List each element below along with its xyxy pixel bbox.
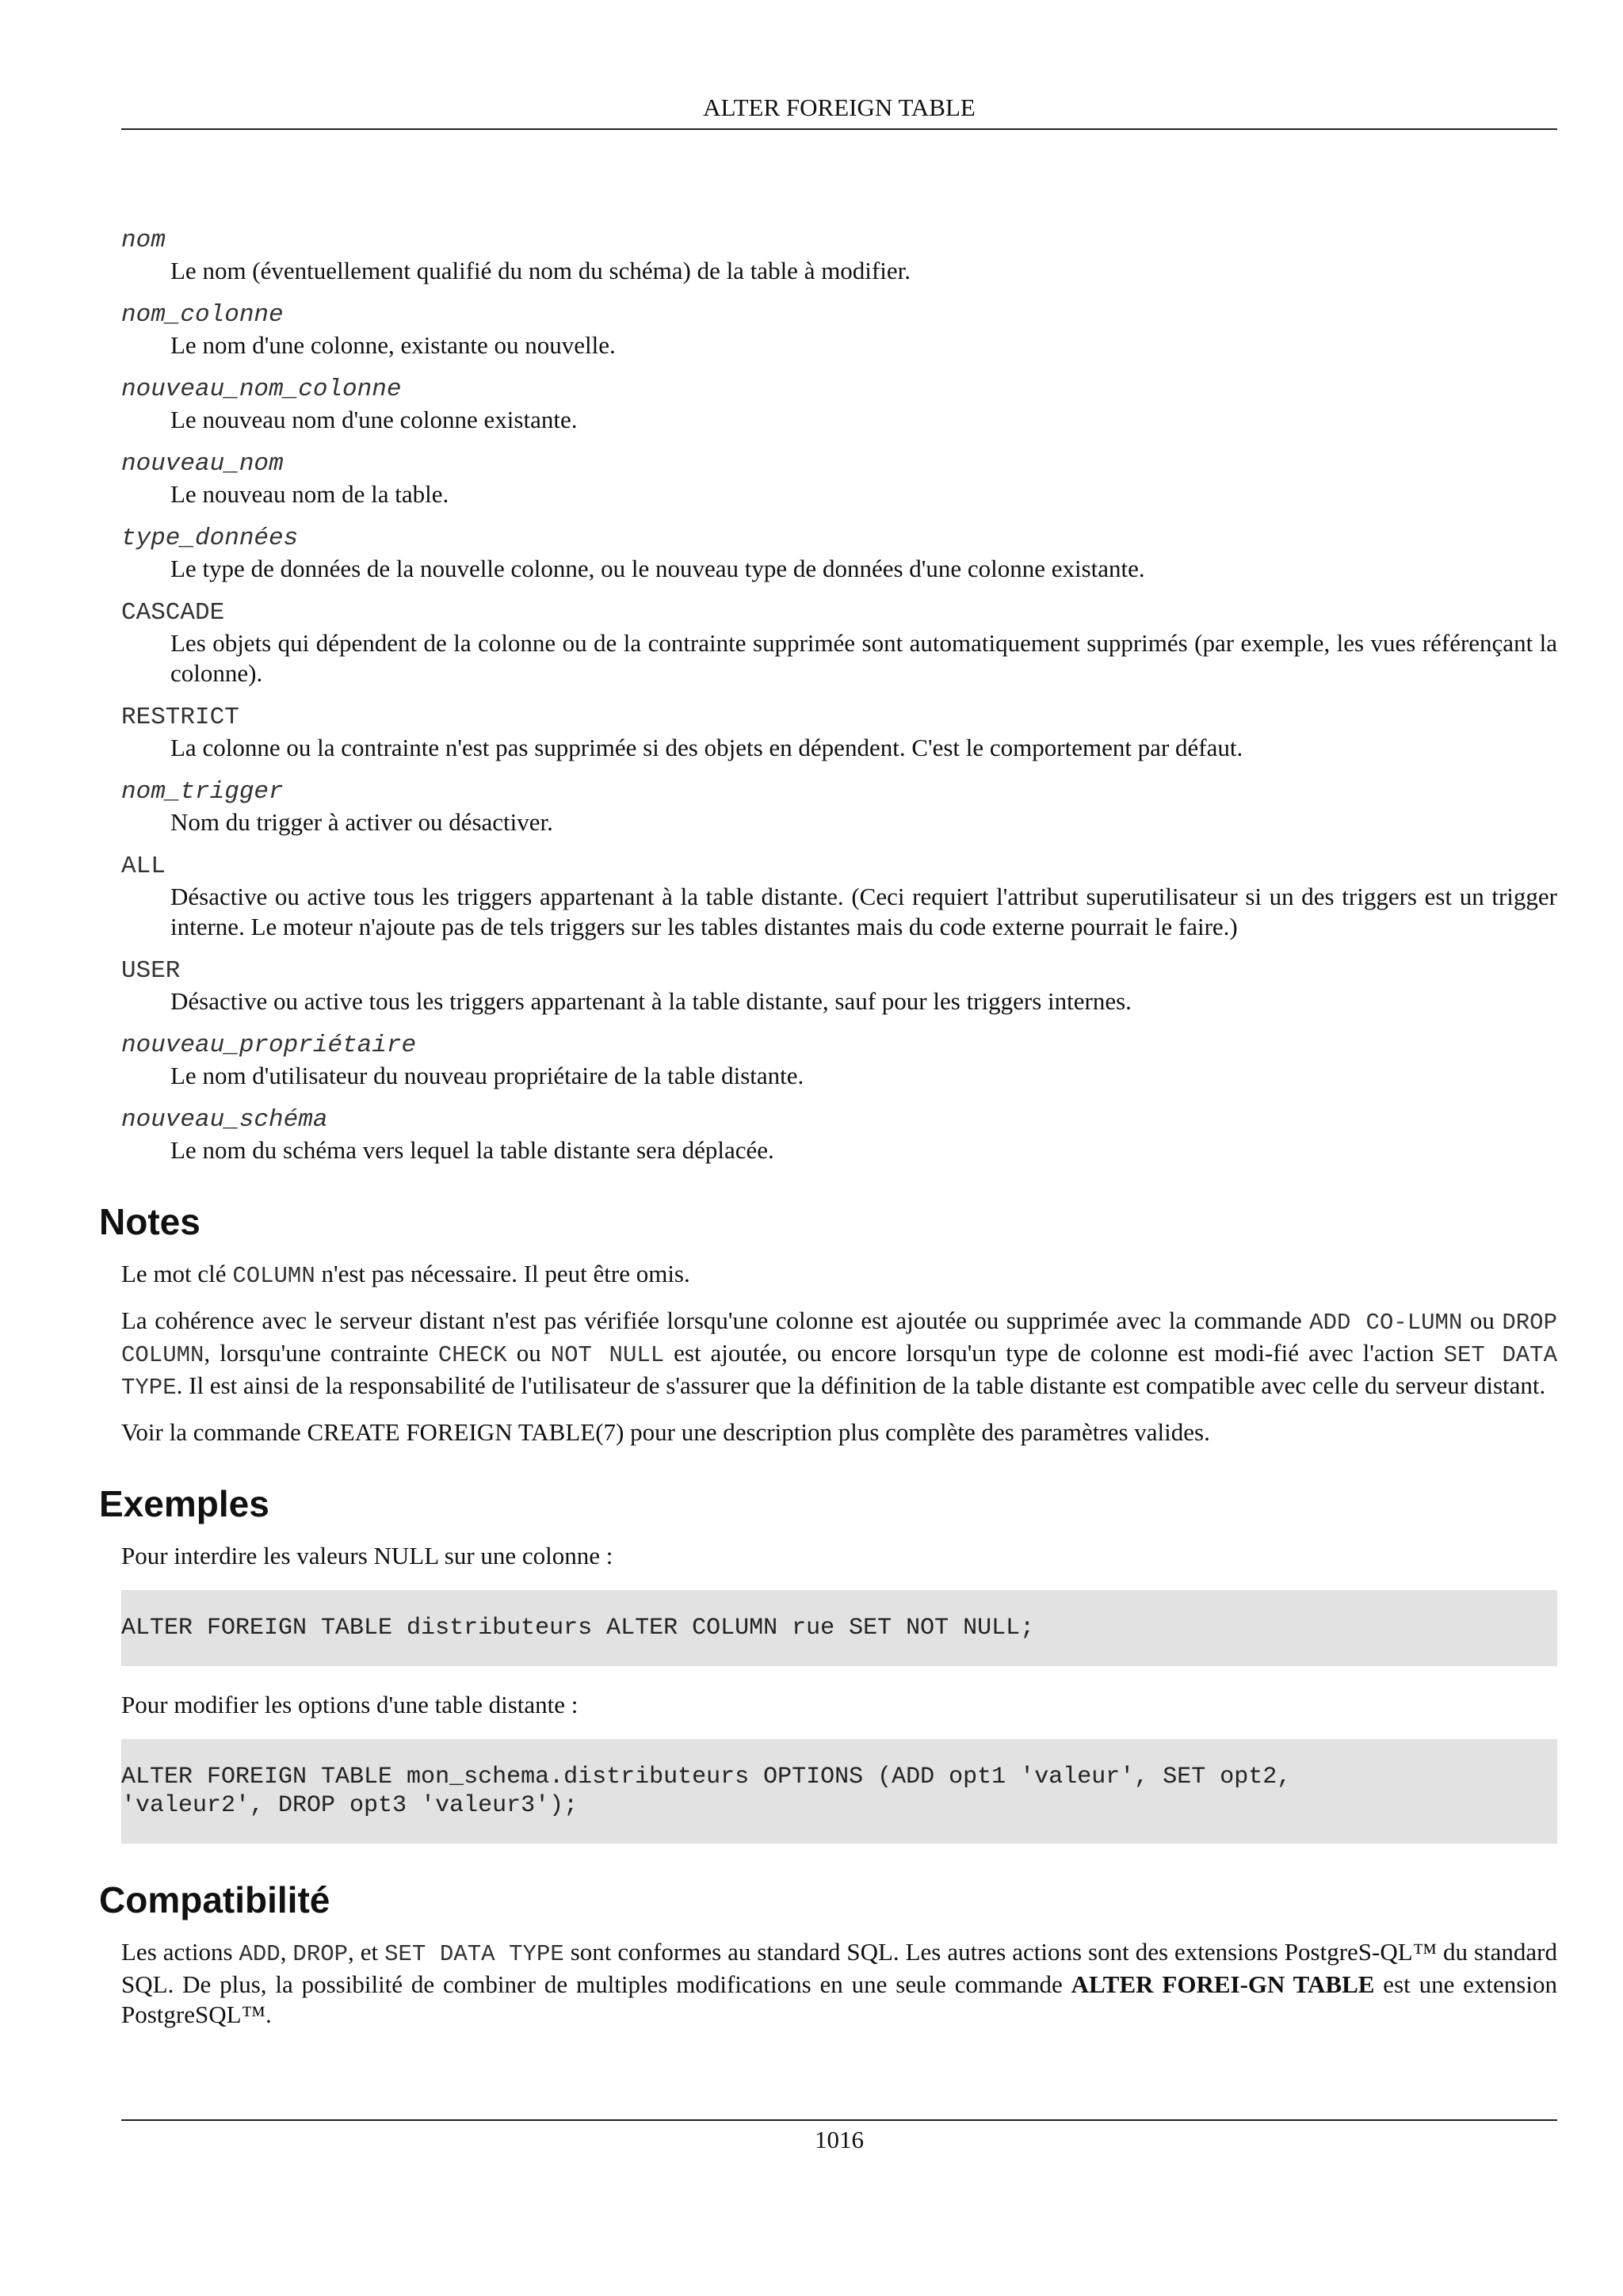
- parameter-entry: [121, 524, 1557, 584]
- inline-code: ADD: [239, 1941, 281, 1967]
- parameter-entry: [121, 300, 1557, 360]
- parameter-term: nouveau_nom: [121, 450, 284, 478]
- parameter-term: nouveau_propriétaire: [121, 1032, 417, 1059]
- parameter-term: CASCADE: [121, 599, 225, 627]
- parameter-entry: [121, 226, 1557, 286]
- parameter-term: nouveau_nom_colonne: [121, 376, 402, 403]
- parameter-entry: [121, 777, 1557, 837]
- bold-command: ALTER FOREI-GN TABLE: [1071, 1970, 1375, 1998]
- parameter-entry: [121, 852, 1557, 942]
- inline-code: SET DATA TYPE: [384, 1941, 564, 1967]
- inline-code: DROP: [292, 1941, 349, 1967]
- inline-code: NOT NULL: [550, 1342, 665, 1368]
- parameter-term: USER: [121, 957, 181, 985]
- parameter-description: Le nom d'une colonne, existante ou nouvelle.: [170, 331, 616, 359]
- parameter-description: Nom du trigger à activer ou désactiver.: [170, 808, 553, 836]
- parameter-term: nom_trigger: [121, 778, 284, 806]
- parameter-entry: [121, 598, 1557, 688]
- footer-rule: [121, 2119, 1557, 2121]
- parameter-description: Le nom d'utilisateur du nouveau propriétaire de la table distante.: [170, 1062, 804, 1089]
- parameter-description: Désactive ou active tous les triggers appartenant à la table distante, sauf pour les triggers internes.: [170, 987, 1132, 1015]
- parameter-term: RESTRICT: [121, 704, 239, 731]
- compatibility-heading: Compatibilité: [99, 1879, 330, 1920]
- example-intro: Pour modifier les options d'une table distante :: [121, 1691, 579, 1718]
- parameter-term: nom_colonne: [121, 301, 284, 329]
- parameter-description: Le nouveau nom de la table.: [170, 480, 449, 508]
- code-block: ALTER FOREIGN TABLE mon_schema.distributeurs OPTIONS (ADD opt1 'valeur', SET opt2, 'valeur2', DROP opt3 'valeur3');: [121, 1739, 1557, 1844]
- parameter-description: Les objets qui dépendent de la colonne ou de la contrainte supprimée sont automatiquement supprimés (par exemple, les vues référençant la colonne).: [170, 629, 1557, 687]
- parameter-term: nom: [121, 227, 166, 254]
- code-block: ALTER FOREIGN TABLE distributeurs ALTER COLUMN rue SET NOT NULL;: [121, 1590, 1557, 1666]
- parameter-entry: [121, 1031, 1557, 1091]
- notes-heading: Notes: [99, 1201, 200, 1242]
- parameter-term: type_données: [121, 524, 299, 552]
- parameter-term: ALL: [121, 852, 166, 880]
- parameter-term: nouveau_schéma: [121, 1106, 328, 1134]
- header-rule: [121, 128, 1557, 130]
- parameter-description: Le type de données de la nouvelle colonne, ou le nouveau type de données d'une colonne existante.: [170, 555, 1145, 582]
- parameter-description: Désactive ou active tous les triggers appartenant à la table distante. (Ceci requiert l'attribut superutilisateur si un des triggers est un trigger interne. Le moteur n'ajoute pas de tels triggers sur les tables distantes mais du code externe pourrait le faire.): [170, 883, 1557, 940]
- parameter-description: Le nom du schéma vers lequel la table distante sera déplacée.: [170, 1136, 774, 1164]
- parameter-entry: [121, 1105, 1557, 1165]
- inline-code: ADD CO-LUMN: [1309, 1310, 1463, 1336]
- compatibility-paragraph: Les actions ADD, DROP, et SET DATA TYPE sont conformes au standard SQL. Les autres actions sont des extensions PostgreS-QL™ du standard SQL. De plus, la possibilité de combiner de multiples modifications en une seule commande ALTER FOREI-GN TABLE est une extension PostgreSQL™.: [121, 1938, 1557, 2028]
- notes-paragraph: Le mot clé COLUMN n'est pas nécessaire. Il peut être omis.: [121, 1260, 690, 1289]
- parameter-description: La colonne ou la contrainte n'est pas supprimée si des objets en dépendent. C'est le comportement par défaut.: [170, 734, 1243, 761]
- notes-paragraph: Voir la commande CREATE FOREIGN TABLE(7) pour une description plus complète des paramètres valides.: [121, 1418, 1210, 1446]
- example-intro: Pour interdire les valeurs NULL sur une colonne :: [121, 1542, 613, 1569]
- parameter-entry: [121, 375, 1557, 435]
- examples-heading: Exemples: [99, 1483, 269, 1524]
- parameter-entry: [121, 449, 1557, 509]
- parameter-entry: [121, 703, 1557, 763]
- inline-code: CHECK: [437, 1342, 507, 1368]
- parameter-description: Le nom (éventuellement qualifié du nom du schéma) de la table à modifier.: [170, 257, 911, 284]
- notes-paragraph: La cohérence avec le serveur distant n'est pas vérifiée lorsqu'une colonne est ajoutée ou supprimée avec la commande ADD CO-LUMN ou DROP COLUMN, lorsqu'une contrainte CHECK ou NOT NULL est ajoutée, ou encore lorsqu'un type de colonne est modi-fié avec l'action SET DATA TYPE. Il est ainsi de la responsabilité de l'utilisateur de s'assurer que la définition de la table distante est compatible avec celle du serveur distant.: [121, 1306, 1557, 1401]
- inline-code: SET DATA TYPE: [121, 1342, 1557, 1401]
- parameter-description: Le nouveau nom d'une colonne existante.: [170, 406, 578, 433]
- inline-code: DROP COLUMN: [121, 1310, 1557, 1368]
- parameter-entry: [121, 956, 1557, 1016]
- running-header: ALTER FOREIGN TABLE: [703, 93, 976, 121]
- page-content: [99, 226, 1557, 2044]
- page-number: 1016: [815, 2126, 864, 2153]
- parameter-list: [121, 226, 1557, 1165]
- inline-code: COLUMN: [232, 1263, 315, 1289]
